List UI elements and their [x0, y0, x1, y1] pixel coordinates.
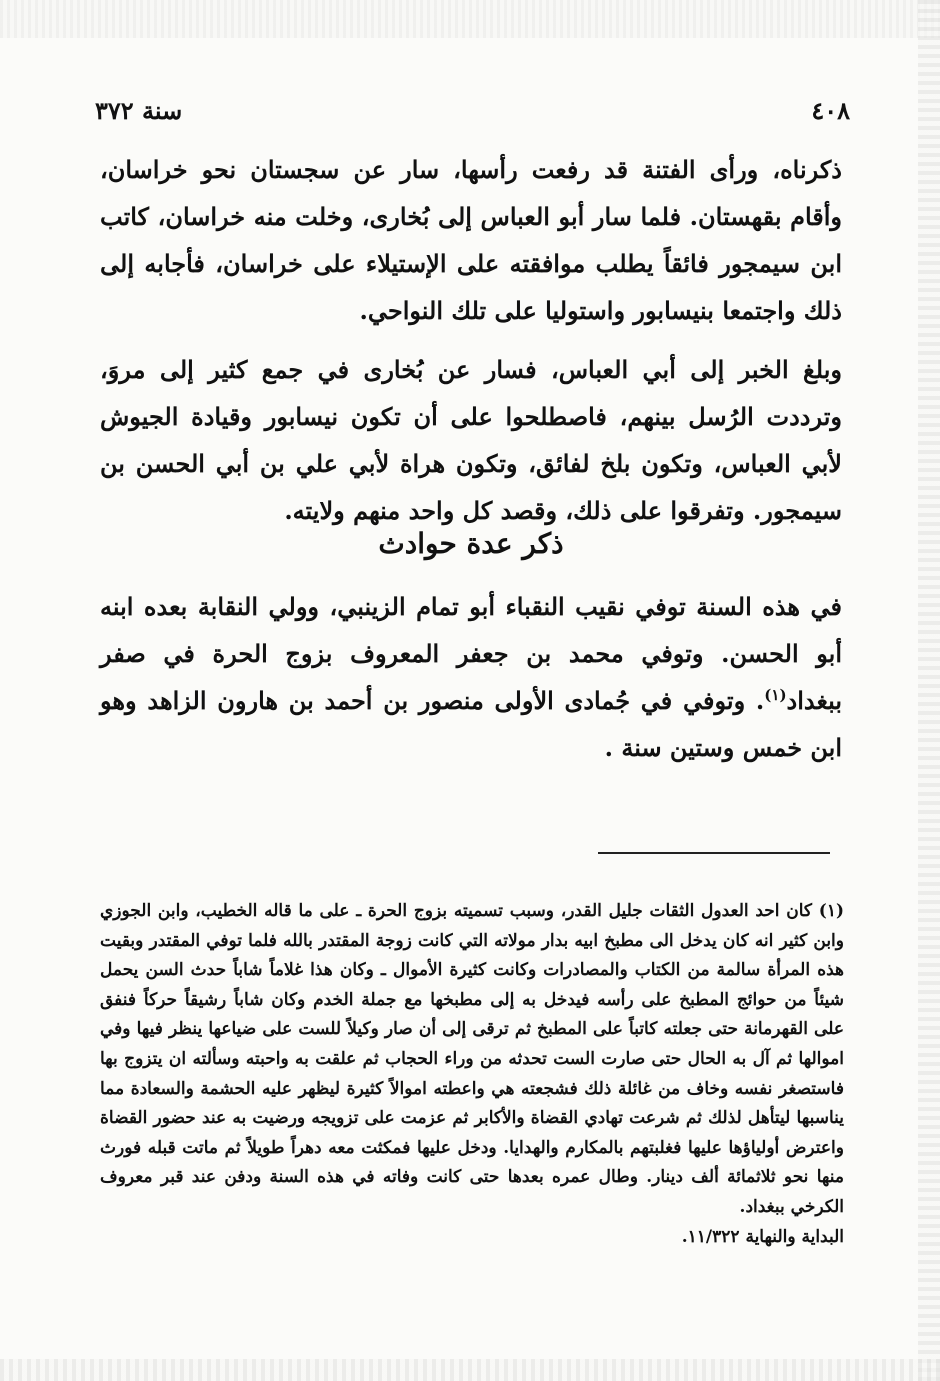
footnotes — [100, 897, 844, 1252]
main-text — [100, 146, 842, 534]
footnote-source: البداية والنهاية ١١/٣٢٢. — [681, 1226, 844, 1247]
section-heading: ذكر عدة حوادث — [378, 527, 564, 560]
footnote-rule — [598, 852, 830, 854]
section-text-part-1: في هذه السنة توفي نقيب النقباء أبو تمام الزينبي، وولي النقابة بعده ابنه أبو الحسن. وتوفي محمد بن جعفر المعروف بزوج الحرة في صفر ببغداد — [100, 592, 842, 715]
section-text-part-2: . وتوفي في جُمادى الأولى منصور بن أحمد بن هارون الزاهد وهو ابن خمس وستين سنة . — [100, 686, 842, 762]
section-paragraph — [100, 583, 842, 771]
footnote-1: (١) كان احد العدول الثقات جليل القدر، وسبب تسميته بزوج الحرة ـ على ما قاله الخطيب، وابن الجوزي وابن كثير انه كان يدخل الى مطبخ ابيه بدار مولاته التي كانت زوجة المقتدر بالله فلما توفي المقتدر وبقيت هذه المرأة سالمة من الكتاب والمصادرات وكانت كثيرة الأموال ـ وكان هذا غلاماً شاباً حدث السن يحمل شيئاً من حوائج المطبخ على رأسه فيدخل به إلى مطبخها مع جملة الخدم وكان شاباً رشيقاً حركاً فنفق على القهرمانة حتى جعلته كاتباً على المطبخ ثم ترقى إلى أن صار وكيلاً للست على ضياعها ينظر فيها وفي اموالها ثم آل به الحال حتى صارت الست تحدثه من وراء الحجاب ثم علقت به واحبته وسألته ان يتزوج بها فاستصغر نفسه وخاف من غائلة ذلك فشجعته هي واعطته اموالاً كثيرة ليظهر عليه الحشمة والسعادة مما يناسبها ليتأهل لذلك ثم شرعت تهادي القضاة والأكابر ثم عزمت على تزويجه ورضيت به عند حضور القضاة واعترض أولياؤها عليها فغلبتهم بالمكارم والهدايا. ودخل عليها فمكثت معه دهراً طويلاً ثم ماتت قبله فورث منها نحو ثلاثمائة ألف دينار. وطال عمره بعدها حتى كانت وفاته في هذه السنة ودفن عند قبر معروف الكرخي ببغداد. — [100, 901, 844, 1217]
scan-edge-top — [0, 0, 940, 38]
footnote-marker: (١) — [764, 686, 787, 704]
running-head: سنة ٣٧٢ — [95, 95, 183, 125]
page-header — [95, 92, 850, 128]
section-text — [100, 583, 842, 771]
scan-edge-right — [918, 0, 940, 1381]
page-number: ٤٠٨ — [811, 95, 850, 125]
scan-edge-bottom — [0, 1359, 940, 1381]
paragraph-2: وبلغ الخبر إلى أبي العباس، فسار عن بُخارى في جمع كثير إلى مروَ، وترددت الرُسل بينهم، فاصطلحوا على أن تكون نيسابور وقيادة الجيوش لأبي العباس، وتكون بلخ لفائق، وتكون هراة لأبي علي بن أبي الحسن بن سيمجور. وتفرقوا على ذلك، وقصد كل واحد منهم ولايته. — [100, 355, 842, 525]
paragraph-1: ذكرناه، ورأى الفتنة قد رفعت رأسها، سار عن سجستان نحو خراسان، وأقام بقهستان. فلما سار أبو العباس إلى بُخارى، وخلت منه خراسان، كاتب ابن سيمجور فائقاً يطلب موافقته على الإستيلاء على خراسان، فأجابه إلى ذلك واجتمعا بنيسابور واستوليا على تلك النواحي. — [100, 155, 842, 325]
